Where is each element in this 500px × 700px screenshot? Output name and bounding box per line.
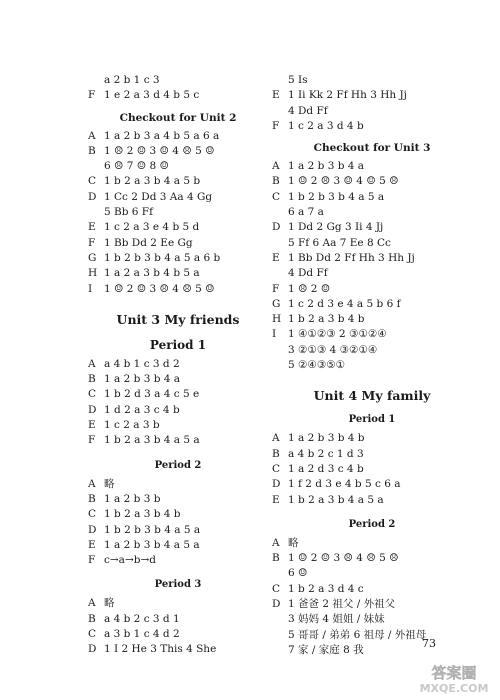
checkout-unit2-answers: [88, 129, 268, 297]
question-label: D: [272, 478, 281, 491]
answer-line: [272, 266, 472, 281]
answer-text: 1 Dd 2 Gg 3 Ii 4 Jj: [288, 221, 384, 234]
answer-line: [272, 174, 472, 189]
answer-text: 1 I 2 He 3 This 4 She: [104, 643, 217, 656]
answer-line: [272, 236, 472, 251]
answer-text: 1 a 2 d 3 c 4 b: [288, 462, 364, 475]
answer-text: 1 b 2 a 3 b 4 a 5 a: [288, 493, 384, 506]
answer-line: [272, 104, 472, 119]
question-label: B: [272, 552, 280, 565]
question-label: B: [88, 144, 96, 157]
answer-line: [272, 220, 472, 235]
question-label: F: [88, 236, 96, 249]
answer-line: [272, 327, 472, 342]
answer-line: [88, 144, 268, 159]
question-label: C: [272, 462, 281, 475]
question-label: F: [272, 282, 280, 295]
left-column: [88, 73, 268, 658]
answer-line: [272, 597, 472, 612]
unit4-period2-answers: [272, 536, 472, 658]
answer-line: [272, 282, 472, 297]
answer-line: [88, 538, 268, 553]
answer-line: [272, 628, 472, 643]
unit3-period1-heading: Period 1: [149, 337, 207, 352]
question-label: E: [88, 419, 96, 432]
answer-text: 1 ④①②③ 2 ③①②④: [288, 328, 387, 341]
answer-line: [88, 553, 268, 568]
answer-text: 略: [288, 536, 299, 549]
answer-text: 1 Bb Dd 2 Ff Hh 3 Hh Jj: [288, 251, 415, 264]
unit3-period3-heading: Period 3: [154, 579, 202, 591]
answer-line: [272, 447, 472, 462]
question-label: C: [272, 190, 281, 203]
answer-text: 1 b 2 a 3 b 4 a 5 a: [104, 434, 200, 447]
question-label: H: [272, 313, 282, 326]
answer-text: 1 a 2 b 3 b: [104, 492, 161, 505]
question-label: I: [272, 328, 277, 341]
answer-text: a 4 b 2 c 3 d 1: [104, 612, 180, 625]
answer-text: a 3 b 1 c 4 d 2: [104, 628, 180, 641]
question-label: A: [272, 536, 280, 549]
answer-line: [88, 642, 268, 657]
question-label: A: [88, 129, 96, 142]
answer-line: [272, 643, 472, 658]
question-label: G: [272, 297, 281, 310]
answer-text: 1 b 2 a 3 b 4 b: [288, 313, 365, 326]
answer-text: 5 Ff 6 Aa 7 Ee 8 Cc: [288, 236, 391, 249]
answer-line: [272, 431, 472, 446]
answer-text: 1 c 2 a 3 d 4 b: [288, 119, 364, 132]
question-label: B: [88, 492, 96, 505]
question-label: A: [272, 160, 280, 173]
answer-text: 1 b 2 b 3 b 4 a 5 a: [288, 190, 385, 203]
answer-line: [272, 297, 472, 312]
answer-line: [88, 73, 268, 88]
answer-text: 1 f 2 d 3 e 4 b 5 c 6 a: [288, 478, 401, 491]
answer-line: [272, 582, 472, 597]
answer-text: 4 Dd Ff: [288, 267, 328, 280]
answer-line: [88, 507, 268, 522]
unit4-period1-answers: [272, 431, 472, 507]
question-label: A: [88, 477, 96, 490]
answer-line: [272, 612, 472, 627]
answer-line: [88, 612, 268, 627]
answer-line: [88, 251, 268, 266]
left-top-block: [88, 73, 268, 104]
answer-line: [272, 312, 472, 327]
answer-line: [88, 159, 268, 174]
answer-text: 1 b 2 a 3 b 4 a 5 b: [104, 175, 201, 188]
answer-line: [272, 462, 472, 477]
answer-line: [88, 596, 268, 611]
answer-text: 6 a 7 a: [288, 206, 324, 219]
answer-text: 1 ☹ 2 ☺: [288, 282, 331, 295]
question-label: D: [88, 643, 97, 656]
answer-text: 1 爸爸 2 祖父 / 外祖父: [288, 598, 396, 611]
answer-line: [88, 220, 268, 235]
question-label: F: [88, 89, 96, 102]
unit3-period2-heading: Period 2: [154, 459, 202, 471]
answer-line: [88, 266, 268, 281]
answer-text: a 4 b 2 c 1 d 3: [288, 447, 364, 460]
answer-text: 1 a 2 b 3 b 4 b: [288, 432, 365, 445]
question-label: D: [88, 190, 97, 203]
question-label: C: [88, 175, 97, 188]
question-label: B: [88, 612, 96, 625]
answer-text: 1 b 2 d 3 a 4 c 5 e: [104, 388, 200, 401]
question-label: F: [88, 434, 96, 447]
answer-text: 5 ②④③⑤①: [288, 359, 346, 372]
answer-line: [272, 566, 472, 581]
answer-text: 1 ☺ 2 ☺ 3 ☹ 4 ☹ 5 ☹: [288, 552, 399, 565]
answer-text: c→a→b→d: [104, 554, 156, 567]
answer-text: 1 a 2 b 3 a 4 b 5 a 6 a: [104, 129, 220, 142]
answer-line: [272, 493, 472, 508]
unit3-period1-answers: [88, 357, 268, 449]
answer-line: [88, 357, 268, 372]
answer-text: 1 Bb Dd 2 Ee Gg: [104, 236, 193, 249]
question-label: E: [272, 89, 280, 102]
svg-text:答案圈: 答案圈: [431, 664, 477, 682]
answer-text: 1 Cc 2 Dd 3 Aa 4 Gg: [104, 190, 213, 203]
answer-text: 1 a 2 b 3 b 4 a: [288, 160, 365, 173]
answer-text: 1 ☺ 2 ☹ 3 ☺ 4 ☺ 5 ☹: [288, 175, 399, 188]
answer-text: 1 a 2 b 3 b 4 a: [104, 373, 181, 386]
question-label: G: [88, 251, 97, 264]
checkout-unit3-answers: [272, 159, 472, 373]
question-label: E: [88, 538, 96, 551]
answer-text: 3 妈妈 4 姐姐 / 妹妹: [288, 613, 385, 626]
question-label: D: [88, 523, 97, 536]
answer-text: 1 d 2 a 3 c 4 b: [104, 403, 180, 416]
answer-line: [272, 88, 472, 103]
answer-line: [272, 551, 472, 566]
answer-line: [88, 523, 268, 538]
answer-line: [272, 159, 472, 174]
question-label: F: [88, 554, 96, 567]
answer-line: [88, 236, 268, 251]
unit3-heading: Unit 3 My friends: [116, 311, 240, 327]
answer-line: [272, 205, 472, 220]
answer-line: [88, 433, 268, 448]
answer-text: 1 a 2 b 3 b 4 a 5 a: [104, 538, 200, 551]
answer-line: [88, 205, 268, 220]
answer-text: 1 Ii Kk 2 Ff Hh 3 Hh Jj: [288, 89, 407, 102]
answer-line: [88, 492, 268, 507]
answer-text: 5 Is: [288, 74, 308, 86]
answer-text: 1 c 2 d 3 e 4 a 5 b 6 f: [288, 297, 401, 310]
right-top-block: [272, 73, 472, 134]
unit4-period1-heading: Period 1: [348, 414, 396, 426]
answer-text: 6 ☹ 7 ☺ 8 ☺: [104, 160, 169, 173]
page-number: 73: [422, 637, 436, 650]
question-label: D: [272, 221, 281, 234]
question-label: E: [272, 493, 280, 506]
answer-text: 1 ☺ 2 ☺ 3 ☹ 4 ☹ 5 ☺: [104, 282, 215, 295]
answer-line: [88, 174, 268, 189]
answer-text: 1 b 2 b 3 b 4 a 5 a 6 b: [104, 251, 221, 264]
checkout-unit3-heading: Checkout for Unit 3: [313, 142, 431, 155]
answer-line: [272, 73, 472, 88]
answer-text: 1 ☹ 2 ☺ 3 ☺ 4 ☹ 5 ☺: [104, 144, 215, 157]
question-label: A: [88, 357, 96, 370]
checkout-unit2-heading: Checkout for Unit 2: [119, 111, 237, 124]
question-label: D: [88, 403, 97, 416]
answer-line: [88, 627, 268, 642]
question-label: A: [88, 597, 96, 610]
answer-line: [88, 129, 268, 144]
answer-text: 1 b 2 a 3 d 4 c: [288, 582, 364, 595]
answer-text: 1 a 2 a 3 b 4 b 5 a: [104, 267, 200, 280]
question-label: B: [272, 447, 280, 460]
answer-text: 5 哥哥 / 弟弟 6 祖母 / 外祖母: [288, 628, 427, 641]
answer-line: [272, 251, 472, 266]
answer-line: [88, 88, 268, 103]
answer-text: 1 b 2 b 3 b 4 a 5 a: [104, 523, 201, 536]
answer-line: [88, 403, 268, 418]
question-label: B: [272, 175, 280, 188]
question-label: I: [88, 282, 93, 295]
question-label: C: [88, 388, 97, 401]
question-label: C: [272, 582, 281, 595]
question-label: A: [272, 432, 280, 445]
answer-text: 4 Dd Ff: [288, 104, 328, 117]
answer-text: a 4 b 1 c 3 d 2: [104, 357, 180, 370]
answer-line: [88, 387, 268, 402]
answer-text: 7 家 / 家庭 8 我: [288, 643, 364, 656]
svg-text:MXQE.COM: MXQE.COM: [419, 682, 489, 695]
question-label: D: [272, 598, 281, 611]
answer-text: 6 ☺: [288, 567, 308, 580]
answer-line: [272, 119, 472, 134]
unit3-period2-answers: [88, 477, 268, 569]
answer-line: [88, 190, 268, 205]
answer-line: [272, 536, 472, 551]
answer-line: [88, 282, 268, 297]
answer-text: 3 ②①③ 4 ③②①④: [288, 343, 378, 356]
answer-line: [272, 190, 472, 205]
question-label: B: [88, 373, 96, 386]
answer-text: a 2 b 1 c 3: [104, 74, 160, 86]
question-label: C: [88, 508, 97, 521]
question-label: E: [88, 221, 96, 234]
answer-line: [272, 477, 472, 492]
question-label: F: [272, 119, 280, 132]
watermark-logo: [412, 662, 496, 696]
right-column: [272, 73, 472, 658]
question-label: H: [88, 267, 98, 280]
question-label: C: [88, 628, 97, 641]
answer-text: 5 Bb 6 Ff: [104, 206, 153, 219]
answer-text: 1 c 2 a 3 e 4 b 5 d: [104, 221, 200, 234]
answer-line: [88, 477, 268, 492]
unit4-period2-heading: Period 2: [348, 518, 396, 530]
answer-text: 略: [104, 597, 115, 610]
unit3-period3-answers: [88, 596, 268, 657]
unit4-heading: Unit 4 My family: [313, 388, 431, 404]
question-label: E: [272, 251, 280, 264]
answer-line: [88, 372, 268, 387]
answer-line: [272, 343, 472, 358]
answer-line: [272, 358, 472, 373]
answer-text: 1 c 2 a 3 b: [104, 419, 160, 432]
answer-text: 1 e 2 a 3 d 4 b 5 c: [104, 89, 200, 102]
answer-text: 1 b 2 a 3 b 4 b: [104, 508, 181, 521]
answer-line: [88, 418, 268, 433]
answer-text: 略: [104, 477, 115, 490]
